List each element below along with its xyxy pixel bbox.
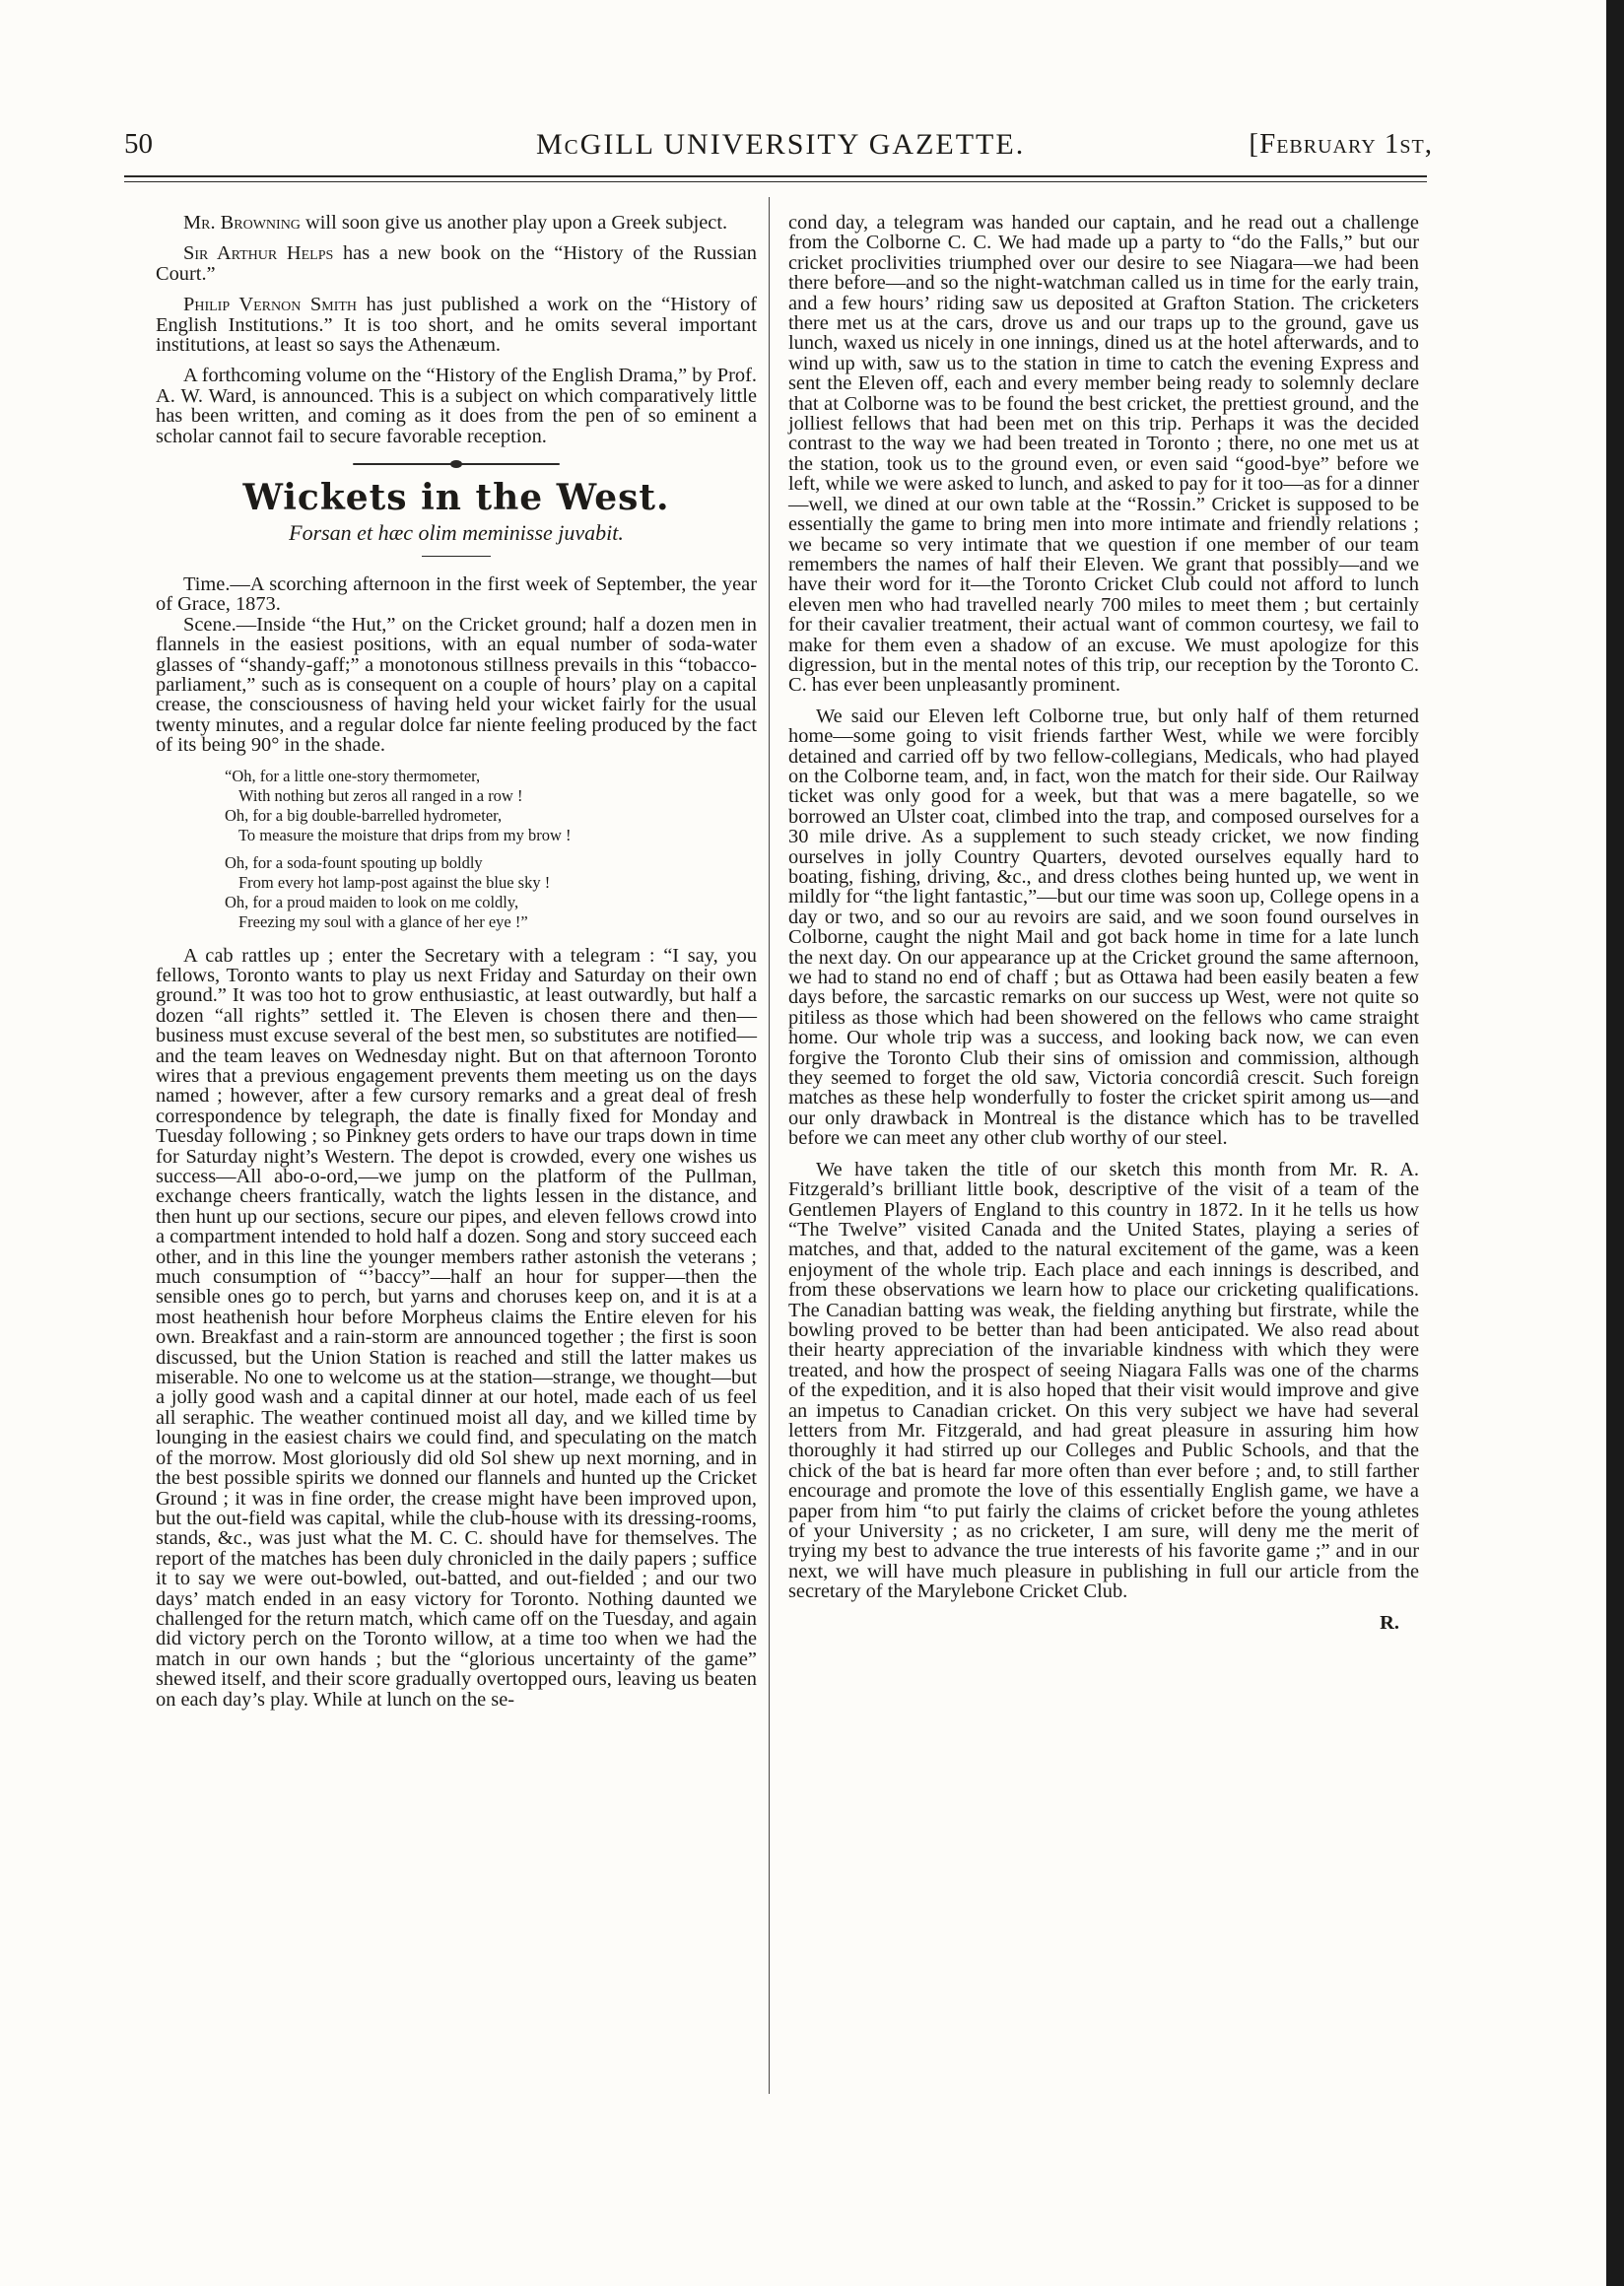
note-helps: Sir Arthur Helps has a new book on the “History of the Russian Court.” [156, 242, 757, 285]
poem-line: Freezing my soul with a glance of her eye !” [238, 911, 528, 931]
note-smith: Philip Vernon Smith has just published a work on the “History of English Institutions.” It is too short, and he omits several important institutions, at least so says the Athenæum. [156, 294, 758, 357]
page-header [124, 124, 1433, 168]
header-rule [124, 175, 1427, 177]
issue-date: [February 1st, [1249, 128, 1433, 160]
paragraph-time: Time.—A scorching afternoon in the first week of September, the year of Grace, 1873. [156, 572, 757, 616]
motto-rule [422, 556, 491, 557]
right-column [788, 213, 1419, 1633]
note-ward: A forthcoming volume on the “History of the English Drama,” by Prof. A. W. Ward, is announced. This is a subject on which comparatively little has been written, and coming as it does from the pen of so eminent a scholar cannot fail to secure favorable reception. [156, 365, 757, 447]
paragraph-scene: Scene.—Inside “the Hut,” on the Cricket ground; half a dozen men in flannels in the easiest positions, with an equal number of soda-water glasses of “shandy-gaff;” a monotonous stillness prevails in this “tobacco-parliament,” such as is consequent on a couple of hours’ play on a capital crease, the consciousness of having held your wicket fairly for the usual twenty minutes, and a regular dolce far niente feeling produced by the fact of its being 90° in the shade. [156, 613, 757, 757]
paragraph-return: We said our Eleven left Colborne true, but only half of them returned home—some going to visit friends farther West, while we were forcibly detained and carried off by two fellow-collegians, Medicals, who had played on the Colborne team, and, in fact, won the match for their side. Our Railway ticket was only good for a week, but that was a mere bagatelle, so we borrowed an Ulster coat, climbed into the trap, and composed ourselves for a 30 mile drive. As a supplement to such steady cricket, we now finding ourselves in jolly Country Quarters, devoted ourselves equally hard to boating, fishing, driving, &c., and dress clothes being hunted up, we went in mildly for “the light fantastic,”—but our time was soon up, College opens in a day or two, and so our au revoirs are said, and we soon found ourselves in Colborne, caught the night Mail and got back home in time for a late lunch the next day. On our appearance up at the Cricket ground the same afternoon, we had to stand no end of chaff ; but as Ottawa had been easily beaten a few days before, the sarcastic remarks on our success up West, were not quite so pitiless as those which had been showered on the fellows who came straight home. Our whole trip was a success, and looking back now, we can even forgive the Toronto Club their sins of omission and commission, although they seemed to forget the old saw, Victoria concordiâ crescit. Such foreign matches as these help wonderfully to foster the cricket spirit among us—and our only drawback in Montreal is the distance which has to be travelled before we can meet any other club worthy of our steel. [788, 705, 1419, 1150]
left-column [156, 213, 757, 1720]
poem-stanza [225, 767, 757, 845]
poem-line: Oh, for a soda-fount spouting up boldly [225, 852, 483, 872]
poem-line: Oh, for a big double-barrelled hydrometer, [225, 805, 503, 825]
article-motto: Forsan et hæc olim meminisse juvabit. [289, 520, 624, 546]
author-signature: R. [1380, 1611, 1399, 1634]
poem [225, 767, 757, 932]
article-title: Wickets in the West. [242, 477, 670, 519]
poem-line: From every hot lamp-post against the blue sky ! [238, 872, 551, 892]
paragraph-cab: A cab rattles up ; enter the Secretary with a telegram : “I say, you fellows, Toronto wants to play us next Friday and Saturday on their own ground.” It was too hot to grow enthusiastic, at least outwardly, but half a dozen “all rights” settled it. The Eleven is chosen there and then—business must excuse several of the best men, so substitutes are notified—and the team leaves on Wednesday night. But on that afternoon Toronto wires that a previous engagement prevents them meeting us on the days named ; however, after a few cursory remarks and a great deal of fresh correspondence by telegraph, the date is finally fixed for Monday and Tuesday following ; so Pinkney gets orders to have our traps down in time for Saturday night’s Western. The depot is crowded, every one wishes us success—All abo-o-ord,—we jump on the platform of the Pullman, exchange cheers frantically, watch the lights lessen in the distance, and then hunt up our sections, secure our pipes, and eleven fellows crowd into a compartment intended to hold half a dozen. Song and story succeed each other, and in this line the younger members rather astonish the veterans ; much consumption of “’baccy”—half an hour for supper—then the sensible ones go to perch, but yarns and choruses keep on, and it is at a most heathenish hour before Morpheus claims the Entire eleven for his own. Breakfast and a rain-storm are announced together ; the first is soon discussed, but the Union Station is reached and still the latter makes us miserable. No one to welcome us at the station—strange, we thought—but a jolly good wash and a capital dinner at our hotel, made each of us feel all seraphic. The weather continued moist all day, and we killed time by lounging in the easiest chairs we could find, and speculating on the match of the morrow. Most gloriously did old Sol shew up next morning, and in the best possible spirits we donned our flannels and hunted up the Cricket Ground ; it was in fine order, the crease might have been improved upon, but the out-field was capital, while the club-house with its dressing-rooms, stands, &c., was just what the M. C. C. should have for themselves. The report of the matches has been duly chronicled in the daily papers ; suffice it to say we were out-bowled, out-batted, and out-fielded ; and our two days’ match ended in an easy victory for Toronto. Nothing daunted we challenged for the return match, which came off on the Tuesday, and again did victory perch on the Toronto willow, at a time too when we had the match in our own hands ; but the “glorious uncertainty of the game” shewed itself, and their score gradually overtopped ours, leaving us beaten on each day’s play. While at lunch on the se- [156, 944, 757, 1711]
publication-title: McGILL UNIVERSITY GAZETTE. [536, 128, 1026, 161]
note-browning: Mr. Browning will soon give us another play upon a Greek subject. [183, 212, 728, 234]
poem-line: To measure the moisture that drips from my brow ! [238, 825, 572, 844]
header-rule-thin [124, 181, 1427, 182]
paragraph-fitzgerald: We have taken the title of our sketch this month from Mr. R. A. Fitzgerald’s brilliant little book, descriptive of the visit of a team of the Gentlemen Players of England to this country in 1872. In it he tells us how “The Twelve” visited Canada and the United States, playing a series of matches, and that, added to the natural excitement of the game, was a keen enjoyment of the whole trip. Each place and each innings is described, and from these observations we learn how to place our cricketing qualifications. The Canadian batting was weak, the fielding anything but firstrate, while the bowling proved to be better than had been anticipated. We also read about their hearty appreciation of the invariable kindness with which they were treated, and how the prospect of seeing Niagara Falls was one of the charms of the expedition, and it is also hoped that their visit would improve and give an impetus to Canadian cricket. On this very subject we have had several letters from Mr. Fitzgerald, and had great pleasure in assuring him how thoroughly it had stirred up our Colleges and Public Schools, and that the chick of the bat is heard far more often than ever before ; and, to still farther encourage and promote the love of this essentially English game, we have a paper from him “to put fairly the claims of cricket before the young athletes of your University ; as no cricketer, I am sure, will deny me the merit of trying my best to advance the true interests of his favorite game ;” and in our next, we will have much pleasure in publishing in full our article from the secretary of the Marylebone Cricket Club. [788, 1158, 1419, 1603]
poem-line: Oh, for a proud maiden to look on me coldly, [225, 892, 519, 911]
column-divider [769, 197, 770, 2094]
scan-border [1606, 0, 1624, 2286]
poem-line: With nothing but zeros all ranged in a row ! [238, 785, 523, 805]
page-number: 50 [124, 128, 153, 160]
poem-stanza [225, 853, 757, 932]
paragraph-colborne: cond day, a telegram was handed our captain, and he read out a challenge from the Colborne C. C. We had made up a party to “do the Falls,” but our cricket proclivities triumphed over our desire to see Niagara—we had been there before—and so the night-watchman called us in time for the early train, and a few hours’ riding saw us deposited at Grafton Station. The cricketers there met us at the cars, drove us and our traps up to the ground, gave us lunch, waxed us nicely in one innings, dined us at the hotel afterwards, and to wind up with, saw us to the station in time to catch the evening Express and sent the Eleven off, each and every member being ready to solemnly declare that at Colborne was to be found the best cricket, the prettiest ground, and the jolliest fellows that had been met on this trip. Perhaps it was the decided contrast to the way we had been treated in Toronto ; there, no one met us at the station, took us to the ground even, or even said “good-bye” before we left, while we were asked to lunch, and asked to pay for it too—as for a dinner—well, we dined at our own table at the “Rossin.” Cricket is supposed to be essentially the game to bring men into more intimate and friendly relations ; we became so very intimate that we question if one member of our team remembers the names of half their Eleven. We grant that possibly—and we have their word for it—the Toronto Cricket Club could not afford to lunch eleven men who had travelled nearly 700 miles to meet them ; but certainly for their cavalier treatment, their actual want of common courtesy, we fail to make for them even a shadow of an excuse. We must apologize for this digression, but in the mental notes of this trip, our reception by the Toronto C. C. has ever been unpleasantly prominent. [788, 212, 1419, 697]
poem-line: “Oh, for a little one-story thermometer, [225, 766, 481, 785]
section-ornament [353, 460, 560, 468]
